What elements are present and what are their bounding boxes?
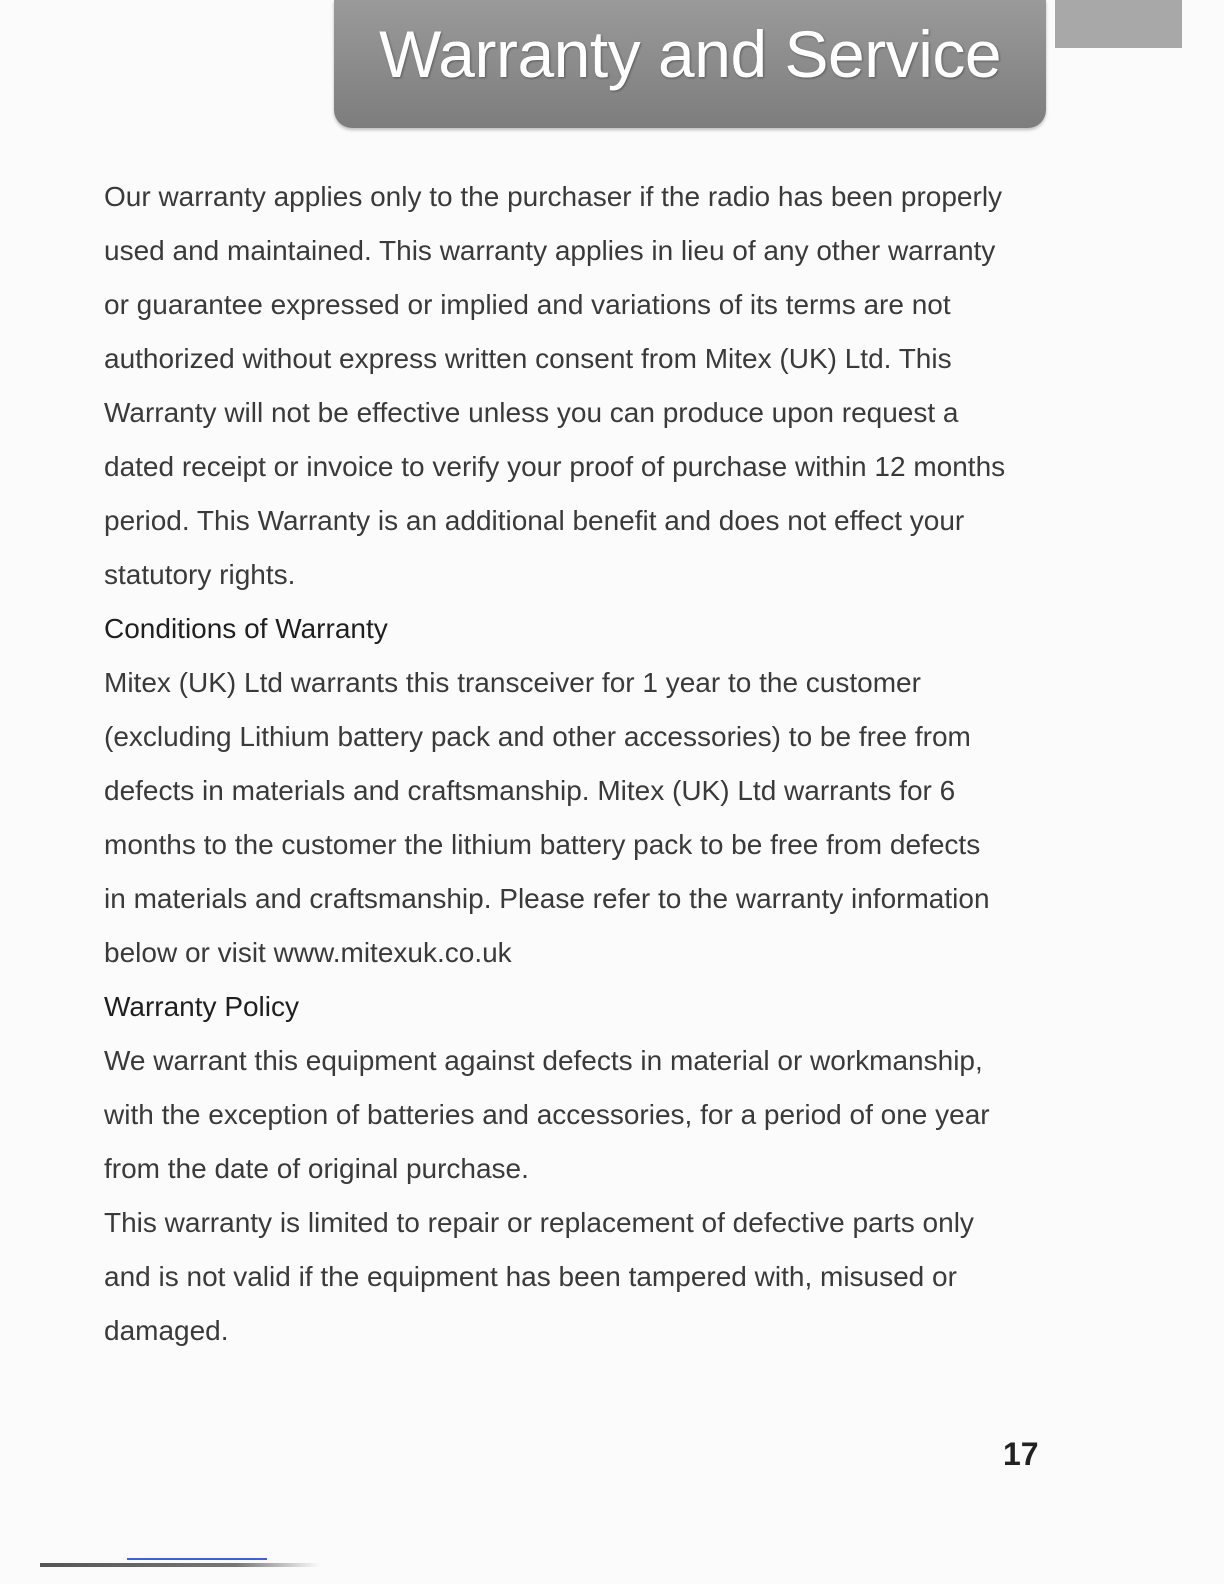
bottom-rule [40,1563,320,1567]
conditions-paragraph: Mitex (UK) Ltd warrants this transceiver for 1 year to the customer (excluding Lithium battery pack and other accessories) to be free from defects in materials and craftsmanship. Mitex (UK) Ltd warrants for 6 months to the customer the lithium battery pack to be free from defects in materials and craftsmanship. Please refer to the warranty information below or visit www.mitexuk.co.uk [104,667,990,968]
conditions-heading: Conditions of Warranty [104,613,388,644]
bottom-rule-accent [127,1558,267,1560]
intro-paragraph: Our warranty applies only to the purchaser if the radio has been properly used and maintained. This warranty applies in lieu of any other warranty or guarantee expressed or implied and variations of its terms are not authorized without express written consent from Mitex (UK) Ltd. This Warranty will not be effective unless you can produce upon request a dated receipt or invoice to verify your proof of purchase within 12 months period. This Warranty is an additional benefit and does not effect your statutory rights. [104,181,1006,590]
title-banner [334,0,1046,128]
content-area [104,170,1114,1358]
policy-paragraph-1: We warrant this equipment against defects in material or workmanship, with the exception of batteries and accessories, for a period of one year from the date of original purchase. [104,1045,990,1184]
page-number: 17 [1003,1436,1039,1472]
corner-tab [1055,0,1182,48]
policy-paragraph-2: This warranty is limited to repair or replacement of defective parts only and is not valid if the equipment has been tampered with, misused or damaged. [104,1207,974,1346]
page-title: Warranty and Service [378,17,1002,91]
policy-heading: Warranty Policy [104,991,300,1022]
